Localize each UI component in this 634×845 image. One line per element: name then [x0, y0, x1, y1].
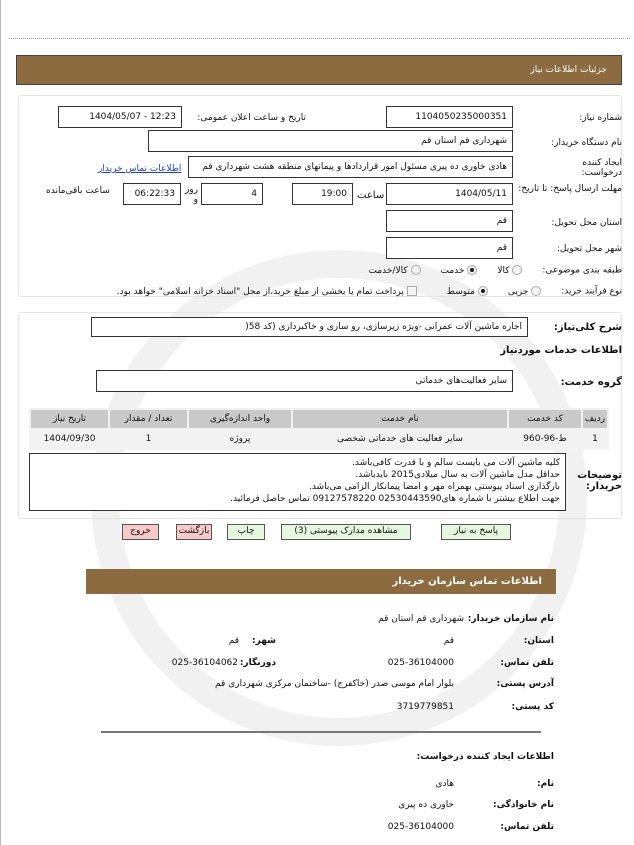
- creator-label: ایجاد کننده درخواست:: [581, 158, 622, 178]
- radio-icon[interactable]: [478, 286, 488, 296]
- print-button[interactable]: چاپ: [227, 524, 265, 540]
- radio-icon[interactable]: [411, 265, 421, 275]
- address-value: بلوار امام موسی صدر (خاکفرج) -ساختمان مرکزی شهرداری قم: [215, 679, 454, 689]
- col-row: ردیف: [583, 410, 607, 428]
- radio-medium[interactable]: [447, 287, 491, 297]
- desc-label: توضیحات خریدار:: [577, 470, 622, 492]
- radio-minor[interactable]: [508, 287, 545, 297]
- fax-label: دورنگار:: [239, 658, 276, 668]
- process-label: نوع فرآیند خرید:: [561, 286, 622, 297]
- payment-checkbox[interactable]: [117, 287, 420, 297]
- deadline-time-field: 19:00: [292, 183, 353, 205]
- desc-line: جهت اطلاع بیشتر با شماره های02530443590 09127578220 تماس حاصل فرمائید.: [230, 494, 560, 504]
- announce-field: 1404/05/07 - 12:23: [58, 106, 182, 128]
- reply-button[interactable]: پاسخ به نیاز: [441, 524, 511, 540]
- process-row: [117, 286, 622, 297]
- desc-line: بارگذاری اسناد پیوستی بهمراه مهر و امضا پیمانکار الزامی می‌باشد.: [308, 482, 560, 492]
- family-value: خاوری ده پیری: [398, 800, 454, 810]
- postal-label: کد پستی:: [511, 702, 554, 712]
- city-label: شهر محل تحویل:: [556, 244, 622, 254]
- name-label: نام:: [537, 779, 554, 789]
- table-row: [31, 430, 607, 448]
- cell: سایر فعالیت های خدماتی شخصی: [337, 434, 463, 444]
- cell: 1404/09/30: [43, 434, 96, 444]
- cell: پروژه: [229, 434, 251, 444]
- col-qty: تعداد / مقدار: [110, 410, 187, 428]
- desc-field: [29, 453, 566, 511]
- deadline-date-field: 1404/05/11: [386, 183, 513, 205]
- category-label: طبقه بندی موضوعی:: [542, 265, 622, 276]
- cell: 1: [145, 434, 152, 444]
- radio-label: جزیی: [507, 286, 529, 297]
- payment-note: پرداخت تمام یا بخشی از مبلغ خرید،از محل "اسناد خزانه اسلامی" خواهد بود.: [116, 286, 404, 297]
- family-label: نام خانوادگی:: [492, 800, 554, 810]
- phone-label: تلفن تماس:: [500, 658, 554, 668]
- need-number-field: 1104050235000351: [386, 106, 513, 128]
- radio-service[interactable]: [440, 266, 480, 276]
- services-table-wrap: [29, 408, 609, 450]
- address-label: آدرس پستی:: [496, 679, 554, 689]
- cell: ط-96-960: [523, 434, 567, 444]
- radio-label: خدمت: [440, 265, 465, 276]
- need-number-label: شماره نیاز:: [579, 113, 622, 123]
- phone-value: 025-36104000: [387, 658, 454, 668]
- time-label: ساعت: [357, 190, 385, 201]
- summary-field: اجاره ماشین آلات عمرانی -ویژه زیرسازی، رو سازی و خاکبرداری (کد 58(: [91, 317, 528, 337]
- services-title: اطلاعات خدمات موردنیاز: [500, 345, 622, 356]
- buyer-org-field: شهرداری قم استان قم: [148, 130, 513, 152]
- remaining-label: ساعت باقی‌مانده: [46, 186, 110, 196]
- back-button[interactable]: بازگشت: [176, 524, 212, 540]
- radio-goods[interactable]: [497, 266, 525, 276]
- services-table: [29, 408, 609, 450]
- days-label: روز و: [184, 185, 198, 205]
- col-date: تاریخ نیاز: [31, 410, 108, 428]
- section-header: [16, 55, 622, 85]
- section-title: جزئیات اطلاعات نیاز: [530, 65, 607, 75]
- checkbox-icon[interactable]: [407, 286, 417, 296]
- cell: 1: [592, 434, 598, 444]
- divider: [9, 38, 630, 39]
- attachments-button[interactable]: مشاهده مدارک پیوستی (3): [281, 524, 411, 540]
- col-name: نام خدمت: [293, 410, 507, 428]
- contact-divider: [101, 731, 541, 733]
- radio-label: متوسط: [446, 286, 475, 297]
- summary-label: شرح کلی‌نیاز:: [553, 322, 622, 333]
- desc-line: کلیه ماشین آلات می بایست سالم و با قدرت کافی‌باشد.: [352, 458, 560, 468]
- province-label: استان محل تحویل:: [551, 218, 622, 228]
- radio-label: کالا/خدمت: [368, 265, 408, 276]
- category-row: [368, 265, 622, 276]
- radio-icon[interactable]: [512, 265, 522, 275]
- province-value: قم: [443, 636, 454, 646]
- province-label: استان:: [523, 636, 554, 646]
- postal-value: 3719779851: [396, 702, 454, 712]
- contact-header: [86, 569, 556, 594]
- city-field: قم: [386, 237, 513, 259]
- buyer-org-label: نام دستگاه خریدار:: [551, 138, 622, 148]
- radio-goods-service[interactable]: [368, 266, 423, 276]
- desc-line: حداقل مدل ماشین آلات به سال میلادی2015 بایدباشد.: [355, 470, 560, 480]
- col-unit: واحد اندازه‌گیری: [189, 410, 291, 428]
- creator-phone-value: 025-36104000: [387, 822, 454, 832]
- buyer-contact-link[interactable]: اطلاعات تماس خریدار: [98, 164, 182, 174]
- table-header: [31, 410, 607, 428]
- radio-icon[interactable]: [531, 286, 541, 296]
- exit-button[interactable]: خروج: [122, 524, 159, 540]
- radio-icon[interactable]: [467, 265, 477, 275]
- city-value: قم: [228, 636, 239, 646]
- deadline-label: مهلت ارسال پاسخ: تا تاریخ:: [518, 184, 622, 194]
- org-value: شهرداری قم استان قم: [378, 614, 464, 624]
- fax-value: 025-36104062: [171, 658, 238, 668]
- col-code: کد خدمت: [509, 410, 581, 428]
- contact-title: اطلاعات تماس سازمان خریدار: [392, 576, 542, 587]
- days-field: 4: [201, 183, 263, 205]
- group-field: سایر فعالیت‌های خدماتی: [96, 370, 513, 392]
- creator-info-title: اطلاعات ایجاد کننده درخواست:: [416, 752, 554, 762]
- creator-phone-label: تلفن تماس:: [500, 822, 554, 832]
- announce-label: تاریخ و ساعت اعلان عمومی:: [197, 113, 306, 123]
- province-field: قم: [386, 210, 513, 232]
- group-label: گروه خدمت:: [560, 377, 622, 388]
- name-value: هادی: [435, 779, 454, 789]
- radio-label: کالا: [497, 265, 510, 276]
- creator-field: هادی خاوری ده پیری مسئول امور قراردادها و پیمانهای منطقه هشت شهرداری قم: [188, 156, 513, 178]
- remaining-field: 06:22:33: [123, 183, 181, 205]
- org-label: نام سازمان خریدار:: [467, 614, 554, 624]
- city-label: شهر:: [252, 636, 276, 646]
